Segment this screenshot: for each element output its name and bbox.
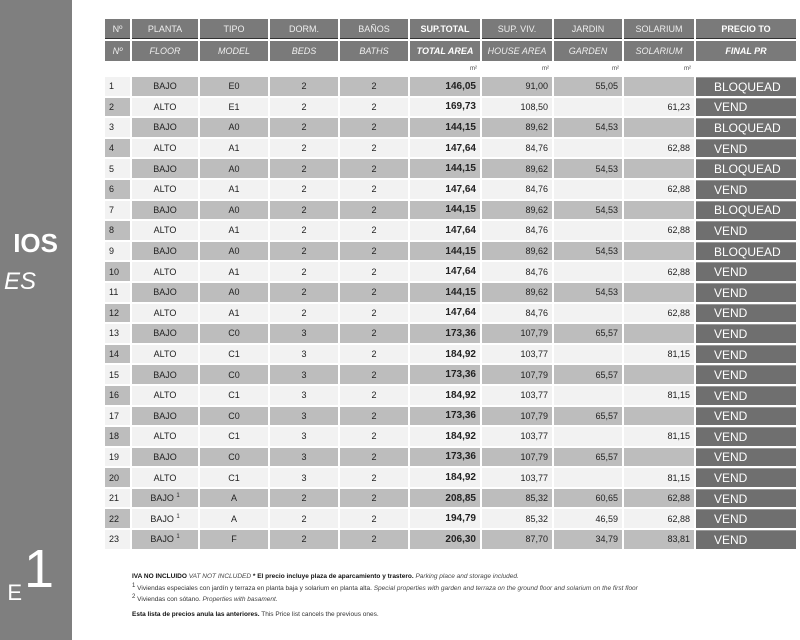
- unit-spacer: [132, 63, 198, 75]
- table-row: [105, 180, 796, 199]
- cell-house-area: 108,50: [482, 98, 552, 117]
- cell-floor: ALTO: [132, 386, 198, 405]
- cell-beds: 2: [270, 283, 338, 302]
- unit-label: m²: [542, 66, 549, 72]
- cell-floor: BAJO: [132, 159, 198, 178]
- unit-label: m²: [470, 66, 477, 72]
- header-total-area: SUP.TOTAL: [410, 19, 480, 39]
- cell-total-area: 144,15: [410, 201, 480, 220]
- cell-total-area: 184,92: [410, 345, 480, 364]
- cell-garden: 60,65: [554, 489, 622, 508]
- footnote-2: $^2$ Viviendas con sótano. Properties with basament.: [132, 594, 278, 604]
- cell-total-area: 147,64: [410, 221, 480, 240]
- cell-house-area: 85,32: [482, 509, 552, 528]
- cell-house-area: 87,70: [482, 530, 552, 549]
- cell-number: 15: [105, 365, 130, 384]
- cell-baths: 2: [340, 77, 408, 96]
- table-row: [105, 139, 796, 158]
- side-subtitle: ES: [3, 268, 36, 295]
- cell-floor: ALTO: [132, 427, 198, 446]
- cell-solarium: [624, 448, 694, 467]
- cell-house-area: 91,00: [482, 77, 552, 96]
- header-garden: JARDIN: [554, 19, 622, 39]
- cell-beds: 3: [270, 468, 338, 487]
- cell-baths: 2: [340, 242, 408, 261]
- cell-house-area: 84,76: [482, 180, 552, 199]
- phase-number: 1: [23, 539, 54, 599]
- cell-number: 3: [105, 118, 130, 137]
- cell-final-price: BLOQUEAD: [696, 201, 796, 220]
- cell-floor: ALTO: [132, 221, 198, 240]
- cell-solarium: [624, 77, 694, 96]
- unit-label: m²: [612, 66, 619, 72]
- cell-model: C1: [200, 427, 268, 446]
- cell-number: 10: [105, 262, 130, 281]
- cell-garden: 46,59: [554, 509, 622, 528]
- cell-beds: 2: [270, 262, 338, 281]
- cell-model: A0: [200, 283, 268, 302]
- cell-floor: ALTO: [132, 304, 198, 323]
- cell-total-area: 169,73: [410, 98, 480, 117]
- cell-total-area: 208,85: [410, 489, 480, 508]
- unit-spacer: [105, 63, 130, 75]
- cell-floor: BAJO: [132, 118, 198, 137]
- cell-final-price: BLOQUEAD: [696, 118, 796, 137]
- cell-final-price: BLOQUEAD: [696, 159, 796, 178]
- cell-baths: 2: [340, 324, 408, 343]
- header-en-house-area: HOUSE AREA: [482, 41, 552, 61]
- table-row: [105, 98, 796, 117]
- side-title: IOS: [13, 228, 58, 258]
- cell-beds: 2: [270, 159, 338, 178]
- table-row: [105, 530, 796, 549]
- cell-final-price: VEND: [696, 345, 796, 364]
- cell-beds: 2: [270, 304, 338, 323]
- cell-house-area: 103,77: [482, 345, 552, 364]
- cell-house-area: 89,62: [482, 201, 552, 220]
- cell-floor: BAJO $^1$: [132, 489, 198, 508]
- cell-final-price: VEND: [696, 468, 796, 487]
- cell-garden: 54,53: [554, 242, 622, 261]
- cell-garden: [554, 180, 622, 199]
- cell-solarium: [624, 407, 694, 426]
- cell-garden: [554, 345, 622, 364]
- cell-model: C1: [200, 345, 268, 364]
- cell-garden: 55,05: [554, 77, 622, 96]
- table-row: [105, 324, 796, 343]
- cell-beds: 3: [270, 427, 338, 446]
- table-row: [105, 386, 796, 405]
- cell-beds: 3: [270, 365, 338, 384]
- unit-spacer: [696, 63, 796, 75]
- cell-garden: [554, 98, 622, 117]
- cell-baths: 2: [340, 427, 408, 446]
- cell-floor: ALTO: [132, 139, 198, 158]
- cell-total-area: 144,15: [410, 283, 480, 302]
- cell-model: A0: [200, 242, 268, 261]
- cell-number: 20: [105, 468, 130, 487]
- cell-solarium: [624, 324, 694, 343]
- cell-model: A1: [200, 262, 268, 281]
- cell-baths: 2: [340, 180, 408, 199]
- cell-beds: 2: [270, 530, 338, 549]
- header-model: TIPO: [200, 19, 268, 39]
- cell-solarium: [624, 159, 694, 178]
- cell-garden: 54,53: [554, 283, 622, 302]
- cell-house-area: 107,79: [482, 448, 552, 467]
- cell-number: 23: [105, 530, 130, 549]
- cell-number: 1: [105, 77, 130, 96]
- cell-solarium: 62,88: [624, 221, 694, 240]
- cell-baths: 2: [340, 221, 408, 240]
- cell-garden: 54,53: [554, 201, 622, 220]
- header-house-area: SUP. VIV.: [482, 19, 552, 39]
- cell-floor: ALTO: [132, 98, 198, 117]
- price-table: [103, 17, 798, 551]
- cell-beds: 3: [270, 386, 338, 405]
- cell-final-price: VEND: [696, 530, 796, 549]
- cell-model: A0: [200, 118, 268, 137]
- table-row: [105, 159, 796, 178]
- cell-baths: 2: [340, 530, 408, 549]
- cell-garden: 65,57: [554, 407, 622, 426]
- cell-floor: BAJO: [132, 365, 198, 384]
- cell-garden: 65,57: [554, 324, 622, 343]
- cell-final-price: VEND: [696, 283, 796, 302]
- cell-final-price: VEND: [696, 324, 796, 343]
- cell-beds: 3: [270, 324, 338, 343]
- cell-total-area: 144,15: [410, 242, 480, 261]
- table-row: [105, 77, 796, 96]
- footnote-1: $^1$ Viviendas especiales con jardín y terraza en planta baja y solarium en planta alta. Special properties with garden and terraza on the ground floor and solarium on the first floor: [132, 582, 638, 592]
- table-row: [105, 509, 796, 528]
- table-row: [105, 221, 796, 240]
- header-beds: DORM.: [270, 19, 338, 39]
- header-en-floor: FLOOR: [132, 41, 198, 61]
- cell-baths: 2: [340, 386, 408, 405]
- cell-garden: 54,53: [554, 159, 622, 178]
- cell-total-area: 206,30: [410, 530, 480, 549]
- cell-floor: BAJO $^1$: [132, 509, 198, 528]
- cell-house-area: 103,77: [482, 386, 552, 405]
- cell-final-price: VEND: [696, 489, 796, 508]
- header-baths: BAÑOS: [340, 19, 408, 39]
- cell-model: C0: [200, 365, 268, 384]
- cell-floor: BAJO: [132, 242, 198, 261]
- cell-number: 17: [105, 407, 130, 426]
- cell-floor: BAJO: [132, 283, 198, 302]
- cell-baths: 2: [340, 159, 408, 178]
- cell-model: A: [200, 489, 268, 508]
- table-row: [105, 407, 796, 426]
- cell-floor: ALTO: [132, 180, 198, 199]
- cell-model: C0: [200, 448, 268, 467]
- cell-solarium: 62,88: [624, 139, 694, 158]
- cell-solarium: 62,88: [624, 180, 694, 199]
- cell-baths: 2: [340, 283, 408, 302]
- cell-model: C0: [200, 324, 268, 343]
- cell-solarium: 83,81: [624, 530, 694, 549]
- cell-house-area: 107,79: [482, 365, 552, 384]
- cell-house-area: 84,76: [482, 262, 552, 281]
- cell-garden: 65,57: [554, 365, 622, 384]
- table-row: [105, 365, 796, 384]
- cell-final-price: BLOQUEAD: [696, 242, 796, 261]
- cell-baths: 2: [340, 448, 408, 467]
- cell-garden: [554, 139, 622, 158]
- cell-model: C1: [200, 468, 268, 487]
- cell-floor: BAJO: [132, 448, 198, 467]
- cell-total-area: 144,15: [410, 159, 480, 178]
- cell-total-area: 146,05: [410, 77, 480, 96]
- cell-garden: 54,53: [554, 118, 622, 137]
- side-panel: [0, 0, 72, 640]
- cell-house-area: 89,62: [482, 118, 552, 137]
- cell-total-area: 184,92: [410, 468, 480, 487]
- cell-solarium: [624, 118, 694, 137]
- table-row: [105, 118, 796, 137]
- cell-number: 4: [105, 139, 130, 158]
- header-en-number: Nº: [105, 41, 130, 61]
- cell-baths: 2: [340, 139, 408, 158]
- cell-floor: BAJO $^1$: [132, 530, 198, 549]
- cell-number: 9: [105, 242, 130, 261]
- cell-garden: [554, 262, 622, 281]
- unit-spacer: [200, 63, 268, 75]
- cell-solarium: 61,23: [624, 98, 694, 117]
- table-row: [105, 283, 796, 302]
- cell-final-price: VEND: [696, 98, 796, 117]
- cell-final-price: BLOQUEAD: [696, 77, 796, 96]
- cell-house-area: 84,76: [482, 139, 552, 158]
- cell-number: 5: [105, 159, 130, 178]
- unit-spacer: [340, 63, 408, 75]
- cell-total-area: 147,64: [410, 180, 480, 199]
- header-number: Nº: [105, 19, 130, 39]
- cell-garden: [554, 427, 622, 446]
- cell-number: 22: [105, 509, 130, 528]
- cell-number: 14: [105, 345, 130, 364]
- table-row: [105, 448, 796, 467]
- cell-beds: 2: [270, 77, 338, 96]
- cell-final-price: VEND: [696, 221, 796, 240]
- table-row: [105, 242, 796, 261]
- table-row: [105, 489, 796, 508]
- cell-garden: 65,57: [554, 448, 622, 467]
- cell-total-area: 173,36: [410, 324, 480, 343]
- cell-final-price: VEND: [696, 407, 796, 426]
- cell-solarium: 62,88: [624, 489, 694, 508]
- cell-model: A1: [200, 139, 268, 158]
- cell-floor: ALTO: [132, 262, 198, 281]
- header-en-beds: BEDS: [270, 41, 338, 61]
- cell-number: 2: [105, 98, 130, 117]
- header-en-solarium: SOLARIUM: [624, 41, 694, 61]
- cell-baths: 2: [340, 118, 408, 137]
- header-final-price: PRECIO TO: [696, 19, 796, 39]
- cell-number: 19: [105, 448, 130, 467]
- cell-baths: 2: [340, 98, 408, 117]
- cell-solarium: [624, 242, 694, 261]
- cell-house-area: 84,76: [482, 221, 552, 240]
- cell-beds: 2: [270, 139, 338, 158]
- cell-baths: 2: [340, 407, 408, 426]
- cell-house-area: 107,79: [482, 324, 552, 343]
- cell-model: C0: [200, 407, 268, 426]
- cell-number: 7: [105, 201, 130, 220]
- cell-garden: 34,79: [554, 530, 622, 549]
- cell-beds: 2: [270, 118, 338, 137]
- cell-solarium: 62,88: [624, 262, 694, 281]
- cell-total-area: 144,15: [410, 118, 480, 137]
- cell-baths: 2: [340, 509, 408, 528]
- table-row: [105, 345, 796, 364]
- phase-label: E: [7, 580, 22, 605]
- cell-solarium: 81,15: [624, 386, 694, 405]
- cell-garden: [554, 304, 622, 323]
- cell-model: A1: [200, 221, 268, 240]
- cell-final-price: VEND: [696, 139, 796, 158]
- cell-beds: 2: [270, 180, 338, 199]
- cell-total-area: 147,64: [410, 304, 480, 323]
- cell-beds: 2: [270, 489, 338, 508]
- cell-final-price: VEND: [696, 386, 796, 405]
- unit-spacer: [270, 63, 338, 75]
- vat-note: IVA NO INCLUIDO VAT NOT INCLUDED * El precio incluye plaza de aparcamiento y trastero. Parking place and storage included.: [132, 573, 519, 580]
- cell-total-area: 194,79: [410, 509, 480, 528]
- cell-baths: 2: [340, 468, 408, 487]
- cell-number: 13: [105, 324, 130, 343]
- cell-model: A0: [200, 159, 268, 178]
- cell-model: E1: [200, 98, 268, 117]
- cell-total-area: 173,36: [410, 407, 480, 426]
- header-en-final-price: FINAL PR: [696, 41, 796, 61]
- cell-model: A0: [200, 201, 268, 220]
- cell-garden: [554, 221, 622, 240]
- cell-solarium: 62,88: [624, 304, 694, 323]
- cell-house-area: 89,62: [482, 242, 552, 261]
- table-row: [105, 304, 796, 323]
- cell-garden: [554, 468, 622, 487]
- cell-total-area: 173,36: [410, 365, 480, 384]
- cell-number: 16: [105, 386, 130, 405]
- cell-floor: BAJO: [132, 324, 198, 343]
- cell-house-area: 89,62: [482, 159, 552, 178]
- cell-house-area: 85,32: [482, 489, 552, 508]
- cell-model: F: [200, 530, 268, 549]
- cell-number: 8: [105, 221, 130, 240]
- cell-model: A1: [200, 180, 268, 199]
- cancel-note: Esta lista de precios anula las anteriores. This Price list cancels the previous ones.: [132, 610, 379, 618]
- cell-solarium: 81,15: [624, 427, 694, 446]
- cell-number: 6: [105, 180, 130, 199]
- cell-total-area: 147,64: [410, 139, 480, 158]
- header-en-total-area: TOTAL AREA: [410, 41, 480, 61]
- cell-total-area: 184,92: [410, 427, 480, 446]
- table-row: [105, 427, 796, 446]
- cell-final-price: VEND: [696, 427, 796, 446]
- cell-floor: ALTO: [132, 468, 198, 487]
- cell-final-price: VEND: [696, 304, 796, 323]
- header-en-baths: BATHS: [340, 41, 408, 61]
- cell-final-price: VEND: [696, 509, 796, 528]
- cell-number: 18: [105, 427, 130, 446]
- cell-number: 21: [105, 489, 130, 508]
- cell-beds: 2: [270, 509, 338, 528]
- cell-total-area: 147,64: [410, 262, 480, 281]
- cell-garden: [554, 386, 622, 405]
- cell-final-price: VEND: [696, 180, 796, 199]
- cell-baths: 2: [340, 489, 408, 508]
- cell-floor: BAJO: [132, 77, 198, 96]
- cell-floor: BAJO: [132, 407, 198, 426]
- cell-baths: 2: [340, 201, 408, 220]
- cell-beds: 2: [270, 242, 338, 261]
- header-en-garden: GARDEN: [554, 41, 622, 61]
- cell-model: A1: [200, 304, 268, 323]
- cell-total-area: 184,92: [410, 386, 480, 405]
- cell-number: 12: [105, 304, 130, 323]
- footnotes: [132, 572, 792, 619]
- header-solarium: SOLARIUM: [624, 19, 694, 39]
- cell-number: 11: [105, 283, 130, 302]
- cell-model: A: [200, 509, 268, 528]
- cell-beds: 3: [270, 407, 338, 426]
- header-floor: PLANTA: [132, 19, 198, 39]
- cell-baths: 2: [340, 262, 408, 281]
- cell-solarium: [624, 201, 694, 220]
- cell-baths: 2: [340, 304, 408, 323]
- cell-beds: 3: [270, 345, 338, 364]
- cell-floor: ALTO: [132, 345, 198, 364]
- cell-solarium: 81,15: [624, 345, 694, 364]
- table-row: [105, 201, 796, 220]
- cell-baths: 2: [340, 365, 408, 384]
- table-row: [105, 468, 796, 487]
- cell-floor: BAJO: [132, 201, 198, 220]
- cell-final-price: VEND: [696, 448, 796, 467]
- unit-label: m²: [684, 66, 691, 72]
- cell-solarium: 62,88: [624, 509, 694, 528]
- cell-solarium: 81,15: [624, 468, 694, 487]
- cell-house-area: 84,76: [482, 304, 552, 323]
- cell-model: E0: [200, 77, 268, 96]
- cell-beds: 3: [270, 448, 338, 467]
- cell-final-price: VEND: [696, 262, 796, 281]
- cell-beds: 2: [270, 201, 338, 220]
- cell-solarium: [624, 283, 694, 302]
- header-en-model: MODEL: [200, 41, 268, 61]
- cell-final-price: VEND: [696, 365, 796, 384]
- table-row: [105, 262, 796, 281]
- cell-beds: 2: [270, 221, 338, 240]
- cell-model: C1: [200, 386, 268, 405]
- cell-house-area: 103,77: [482, 468, 552, 487]
- cell-house-area: 107,79: [482, 407, 552, 426]
- cell-baths: 2: [340, 345, 408, 364]
- cell-beds: 2: [270, 98, 338, 117]
- cell-solarium: [624, 365, 694, 384]
- cell-house-area: 89,62: [482, 283, 552, 302]
- cell-house-area: 103,77: [482, 427, 552, 446]
- cell-total-area: 173,36: [410, 448, 480, 467]
